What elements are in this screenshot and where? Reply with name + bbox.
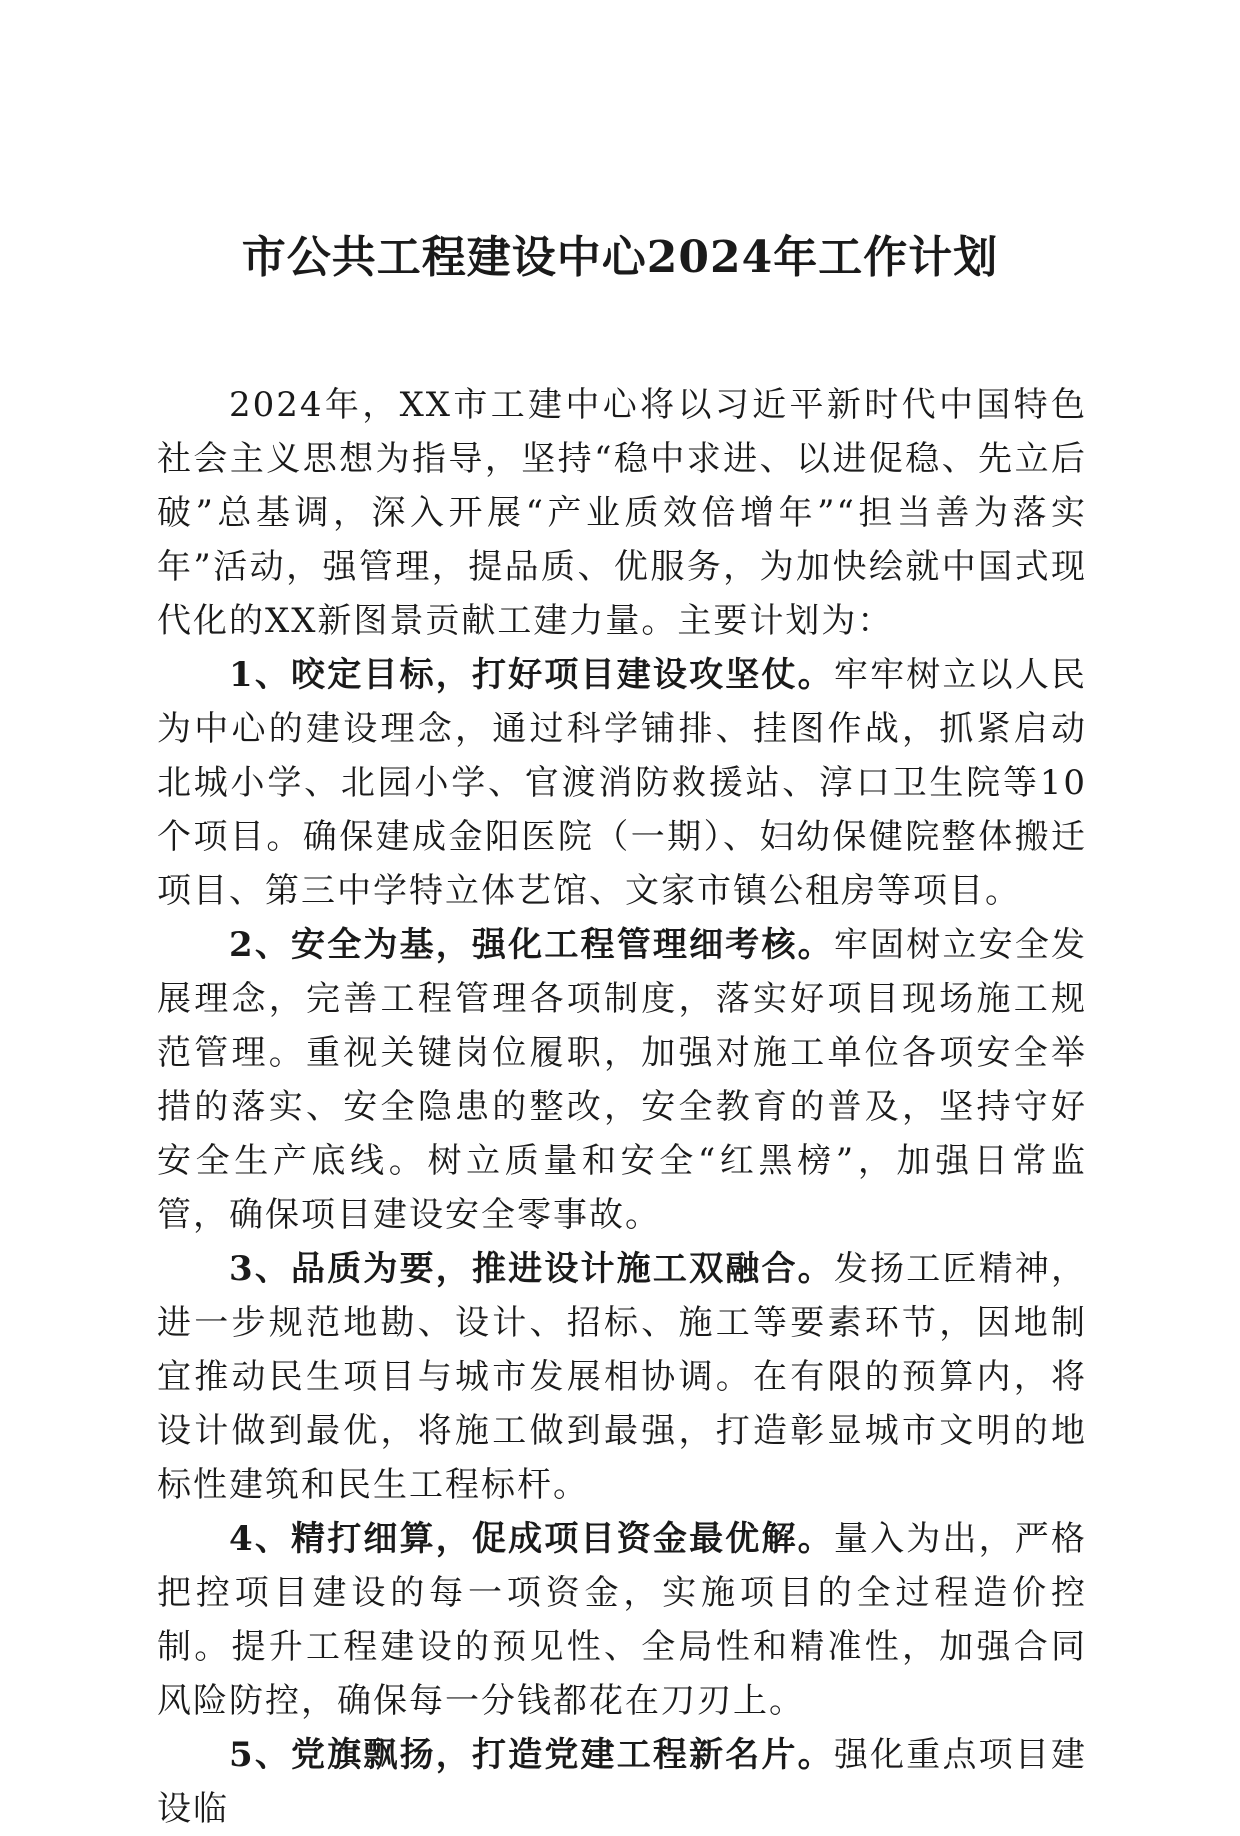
section-text-1: 牢牢树立以人民为中心的建设理念，通过科学铺排、挂图作战，抓紧启动北城小学、北园小学、官渡消防救援站、淳口卫生院等10个项目。确保建成金阳医院（一期）、妇幼保健院整体搬迁项目、第三中学特立体艺馆、文家市镇公租房等项目。: [157, 655, 1088, 911]
section-text-5: 强化重点项目建设临: [157, 1735, 1088, 1829]
section-paragraph-4: [157, 1512, 1087, 1728]
section-heading-4: 4、精打细算，促成项目资金最优解。: [229, 1519, 834, 1559]
section-paragraph-3: [157, 1242, 1087, 1512]
section-heading-2: 2、安全为基，强化工程管理细考核。: [229, 925, 834, 965]
section-heading-5: 5、党旗飘扬，打造党建工程新名片。: [229, 1735, 834, 1775]
section-text-3: 发扬工匠精神，进一步规范地勘、设计、招标、施工等要素环节，因地制宜推动民生项目与城市发展相协调。在有限的预算内，将设计做到最优，将施工做到最强，打造彰显城市文明的地标性建筑和民生工程标杆。: [157, 1249, 1088, 1505]
section-text-4: 量入为出，严格把控项目建设的每一项资金，实施项目的全过程造价控制。提升工程建设的预见性、全局性和精准性，加强合同风险防控，确保每一分钱都花在刀刃上。: [157, 1519, 1088, 1721]
section-paragraph-2: [157, 918, 1087, 1242]
intro-paragraph: 2024年，XX市工建中心将以习近平新时代中国特色社会主义思想为指导，坚持“稳中求进、以进促稳、先立后破”总基调，深入开展“产业质效倍增年”“担当善为落实年”活动，强管理，提品质、优服务，为加快绘就中国式现代化的XX新图景贡献工建力量。主要计划为：: [157, 385, 1087, 641]
section-paragraph-5: [157, 1728, 1087, 1836]
section-text-2: 牢固树立安全发展理念，完善工程管理各项制度，落实好项目现场施工规范管理。重视关键岗位履职，加强对施工单位各项安全举措的落实、安全隐患的整改，安全教育的普及，坚持守好安全生产底线。树立质量和安全“红黑榜”，加强日常监管，确保项目建设安全零事故。: [157, 925, 1088, 1235]
section-heading-1: 1、咬定目标，打好项目建设攻坚仗。: [229, 655, 834, 695]
section-paragraph-1: [157, 648, 1087, 918]
section-heading-3: 3、品质为要，推进设计施工双融合。: [229, 1249, 834, 1289]
document-title: 市公共工程建设中心2024年工作计划: [241, 232, 999, 283]
document-body: [157, 378, 1087, 1836]
